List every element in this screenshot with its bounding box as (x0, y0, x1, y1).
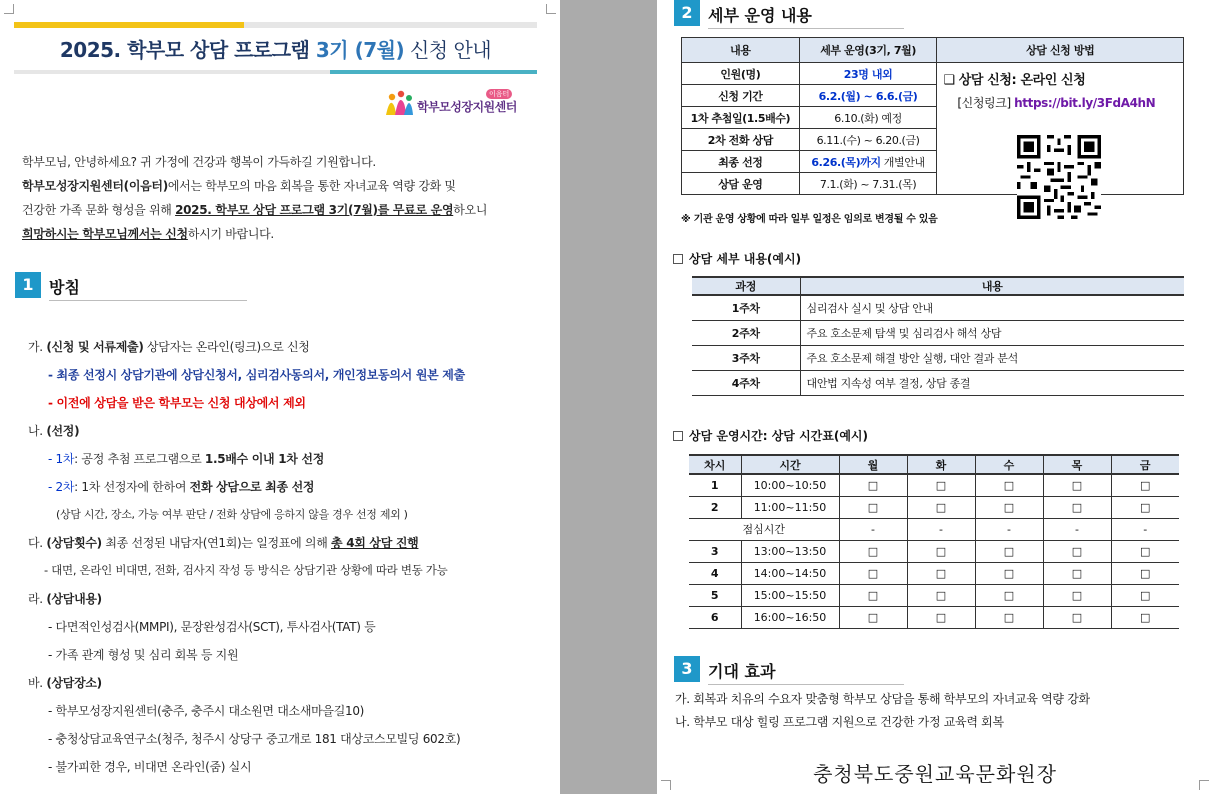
lunch-mark: - (1111, 518, 1179, 540)
row-value: 6.11.(수) ~ 6.20.(금) (799, 129, 937, 151)
logo-text: 학부모성장지원센터 (417, 100, 517, 114)
column-header: 금 (1111, 455, 1179, 474)
title-bar-accent (14, 22, 244, 28)
apply-title: ❑ 상담 신청: 온라인 신청 (943, 73, 1086, 88)
day-checkbox[interactable]: □ (1111, 606, 1179, 628)
schedule-note: ※ 기관 운영 상황에 따라 일부 일정은 임의로 변경될 수 있음 (681, 214, 938, 225)
outline-subitem: - 최종 선정시 상담기관에 상담신청서, 심리검사동의서, 개인정보동의서 원본 제출 (48, 368, 465, 382)
signature: 충청북도중원교육문화원장 (813, 762, 1057, 786)
column-header: 화 (907, 455, 975, 474)
center-logo (383, 89, 533, 119)
section-underline (49, 300, 247, 301)
session-number: 3 (689, 540, 741, 562)
day-checkbox[interactable]: □ (907, 540, 975, 562)
lunch-row (689, 518, 1179, 540)
row-value: 7.1.(화) ~ 7.31.(목) (799, 173, 937, 195)
week-content: 주요 호소문제 해결 방안 실행, 대안 결과 분석 (800, 345, 1184, 370)
session-time: 14:00~14:50 (741, 562, 839, 584)
intro-text: 하시기 바랍니다. (187, 227, 274, 241)
lunch-mark: - (907, 518, 975, 540)
section-heading-policy (15, 272, 255, 302)
day-checkbox[interactable]: □ (839, 496, 907, 518)
apply-link-line (957, 94, 1177, 111)
day-checkbox[interactable]: □ (1043, 606, 1111, 628)
outline-item-na (28, 422, 79, 439)
day-checkbox[interactable]: □ (907, 584, 975, 606)
item-emphasis: 전화 상담으로 최종 선정 (189, 480, 315, 494)
subheading-text: 상담 운영시간: 상담 시간표(예시) (689, 429, 868, 443)
session-number: 5 (689, 584, 741, 606)
item-label: - 2차 (48, 480, 75, 494)
operations-table (681, 37, 1184, 195)
session-time: 15:00~15:50 (741, 584, 839, 606)
item-title: (선정) (46, 424, 80, 438)
row-value-text: 개별안내 (880, 155, 925, 169)
day-checkbox[interactable]: □ (1043, 584, 1111, 606)
table-row (689, 496, 1179, 518)
lunch-mark: - (1043, 518, 1111, 540)
item-emphasis: 총 4회 상담 진행 (331, 536, 419, 550)
section-underline (708, 684, 904, 685)
intro-line (22, 222, 534, 246)
table-header-row (682, 38, 1184, 63)
lunch-mark: - (839, 518, 907, 540)
day-checkbox[interactable]: □ (839, 584, 907, 606)
outline-item-ba (28, 674, 102, 691)
column-header: 월 (839, 455, 907, 474)
checkbox-square-icon (673, 254, 683, 264)
item-title: (신청 및 서류제출) (46, 340, 144, 354)
item-prefix: 다. (28, 536, 47, 550)
outline-subitem: - 충청상담교육연구소(청주, 청주시 상당구 중고개로 181 대상코스모빌딩 602호) (48, 732, 461, 746)
session-time: 10:00~10:50 (741, 474, 839, 496)
outline-item-ra (28, 590, 102, 607)
row-label: 신청 기간 (682, 85, 800, 107)
day-checkbox[interactable]: □ (907, 496, 975, 518)
column-header: 세부 운영(3기, 7월) (799, 38, 937, 63)
column-header: 내용 (800, 277, 1184, 295)
section-label: 기대 효과 (708, 662, 776, 681)
item-title: (상담횟수) (46, 536, 102, 550)
session-time: 13:00~13:50 (741, 540, 839, 562)
column-header: 내용 (682, 38, 800, 63)
outline-subitem (48, 478, 314, 495)
week-content: 대안법 지속성 여부 결정, 상담 종결 (800, 370, 1184, 395)
intro-text: 하오니 (453, 203, 488, 217)
expected-effects (675, 688, 1090, 734)
outline-subitem: - 대면, 온라인 비대면, 전화, 검사지 작성 등 방식은 상담기관 상황에 따라 변동 가능 (44, 563, 448, 577)
row-value: 23명 내외 (799, 63, 937, 85)
logo-people-icon (383, 89, 415, 119)
subheading-text: 상담 세부 내용(예시) (689, 252, 802, 266)
day-checkbox[interactable]: □ (1043, 496, 1111, 518)
table-row (689, 562, 1179, 584)
week-label: 1주차 (692, 295, 800, 320)
table-row (692, 370, 1184, 395)
crop-mark (546, 4, 556, 14)
section-heading-details (674, 0, 914, 30)
checkbox-square-icon (673, 431, 683, 441)
session-time: 11:00~11:50 (741, 496, 839, 518)
day-checkbox[interactable]: □ (839, 562, 907, 584)
column-header: 과정 (692, 277, 800, 295)
day-checkbox[interactable]: □ (1111, 584, 1179, 606)
outline-subitem: (상담 시간, 장소, 가능 여부 판단 / 전화 상담에 응하지 않을 경우 선정 제외 ) (56, 508, 408, 521)
row-label: 2차 전화 상담 (682, 129, 800, 151)
week-content: 주요 호소문제 탐색 및 심리검사 해석 상담 (800, 320, 1184, 345)
item-prefix: 라. (28, 592, 47, 606)
day-checkbox[interactable]: □ (839, 474, 907, 496)
lunch-mark: - (975, 518, 1043, 540)
intro-line (22, 198, 534, 222)
intro-line (22, 174, 534, 198)
page-gutter (560, 0, 657, 794)
day-checkbox[interactable]: □ (839, 606, 907, 628)
outline-subitem: - 불가피한 경우, 비대면 온라인(줌) 실시 (48, 760, 252, 774)
row-value: 6.10.(화) 예정 (799, 107, 937, 129)
apply-method-cell (937, 63, 1184, 195)
document-page-left (0, 0, 560, 794)
intro-highlight: 2025. 학부모 상담 프로그램 3기(7월)를 무료로 운영 (175, 203, 454, 217)
column-header: 수 (975, 455, 1043, 474)
apply-link-label: [신청링크] (957, 96, 1015, 110)
column-header: 시간 (741, 455, 839, 474)
day-checkbox[interactable]: □ (975, 584, 1043, 606)
item-emphasis: 1.5배수 이내 1차 선정 (204, 452, 324, 466)
schedule-subheading (673, 427, 868, 444)
item-text: : 1차 선정자에 한하여 (74, 480, 190, 494)
title-text: 2025. 학부모 상담 프로그램 (59, 38, 316, 62)
title-accent: 3기 (7월) (315, 38, 405, 62)
section-heading-effects (674, 656, 914, 686)
table-header-row (689, 455, 1179, 474)
content-subheading (673, 250, 801, 267)
table-row (689, 540, 1179, 562)
table-row (692, 320, 1184, 345)
day-checkbox[interactable]: □ (975, 540, 1043, 562)
row-value-highlight: 6.26.(목)까지 (811, 155, 881, 169)
section-number: 1 (15, 272, 41, 298)
week-label: 2주차 (692, 320, 800, 345)
item-title: (상담장소) (46, 676, 102, 690)
day-checkbox[interactable]: □ (975, 474, 1043, 496)
item-prefix: 나. (28, 424, 47, 438)
day-checkbox[interactable]: □ (975, 606, 1043, 628)
day-checkbox[interactable]: □ (907, 606, 975, 628)
counseling-content-table (692, 276, 1184, 396)
day-checkbox[interactable]: □ (1111, 474, 1179, 496)
column-header: 차시 (689, 455, 741, 474)
session-time: 16:00~16:50 (741, 606, 839, 628)
session-number: 2 (689, 496, 741, 518)
day-checkbox[interactable]: □ (907, 474, 975, 496)
section-number: 2 (674, 0, 700, 26)
session-number: 1 (689, 474, 741, 496)
qr-code-icon[interactable] (1017, 135, 1101, 219)
day-checkbox[interactable]: □ (1111, 496, 1179, 518)
row-label: 1차 추첨일(1.5배수) (682, 107, 800, 129)
outline-subitem: - 학부모성장지원센터(충주, 충주시 대소원면 대소새마을길10) (48, 704, 365, 718)
effect-item: 나. 학부모 대상 힐링 프로그램 지원으로 건강한 가정 교육력 회복 (675, 715, 1004, 729)
title-suffix: 신청 안내 (404, 38, 492, 62)
table-row (689, 606, 1179, 628)
row-value (799, 151, 937, 173)
crop-mark (4, 4, 14, 14)
item-prefix: 가. (28, 340, 47, 354)
intro-paragraph (22, 150, 534, 246)
logo-badge: 이음터 (486, 89, 512, 99)
day-checkbox[interactable]: □ (1111, 562, 1179, 584)
intro-center-name: 학부모성장지원센터(이음터) (22, 179, 168, 193)
effect-item: 가. 회복과 치유의 수요자 맞춤형 학부모 상담을 통해 학부모의 자녀교육 역량 강화 (675, 692, 1090, 706)
week-content: 심리검사 실시 및 상담 안내 (800, 295, 1184, 320)
outline-item-ga (28, 338, 310, 355)
day-checkbox[interactable]: □ (1111, 540, 1179, 562)
section-number: 3 (674, 656, 700, 682)
column-header: 상담 신청 방법 (937, 38, 1184, 63)
day-checkbox[interactable]: □ (1043, 562, 1111, 584)
item-text: 상담자는 온라인(링크)으로 신청 (143, 340, 310, 354)
day-checkbox[interactable]: □ (975, 562, 1043, 584)
day-checkbox[interactable]: □ (975, 496, 1043, 518)
document-page-right (657, 0, 1213, 794)
day-checkbox[interactable]: □ (1043, 540, 1111, 562)
table-row (689, 474, 1179, 496)
table-row (692, 295, 1184, 320)
page-title (14, 34, 537, 63)
section-underline (708, 28, 904, 29)
intro-highlight: 희망하시는 학부모님께서는 신청 (22, 227, 188, 241)
outline-item-da (28, 534, 418, 551)
intro-text: 건강한 가족 문화 형성을 위해 (22, 203, 176, 217)
outline-subitem: - 다면적인성검사(MMPI), 문장완성검사(SCT), 투사검사(TAT) 등 (48, 620, 376, 634)
row-label: 최종 선정 (682, 151, 800, 173)
day-checkbox[interactable]: □ (1043, 474, 1111, 496)
day-checkbox[interactable]: □ (907, 562, 975, 584)
table-row (689, 584, 1179, 606)
row-label: 인원(명) (682, 63, 800, 85)
column-header: 목 (1043, 455, 1111, 474)
title-underline-accent (330, 70, 537, 74)
item-title: (상담내용) (46, 592, 102, 606)
lunch-label: 점심시간 (689, 518, 839, 540)
item-label: - 1차 (48, 452, 75, 466)
table-row (692, 345, 1184, 370)
day-checkbox[interactable]: □ (839, 540, 907, 562)
session-number: 4 (689, 562, 741, 584)
item-prefix: 바. (28, 676, 47, 690)
row-value: 6.2.(월) ~ 6.6.(금) (799, 85, 937, 107)
table-row (682, 63, 1184, 85)
item-text: 최종 선정된 내담자(연1회)는 일정표에 의해 (101, 536, 332, 550)
schedule-table (689, 454, 1179, 629)
apply-link[interactable]: https://bit.ly/3FdA4hN (1014, 96, 1156, 110)
section-label: 방침 (49, 278, 80, 297)
item-text: : 공정 추첨 프로그램으로 (74, 452, 205, 466)
week-label: 4주차 (692, 370, 800, 395)
outline-subitem (48, 450, 324, 467)
outline-subitem: - 가족 관계 형성 및 심리 회복 등 지원 (48, 648, 239, 662)
section-label: 세부 운영 내용 (708, 6, 812, 25)
table-header-row (692, 277, 1184, 295)
outline-subitem: - 이전에 상담을 받은 학부모는 신청 대상에서 제외 (48, 396, 306, 410)
intro-line (22, 150, 534, 174)
row-label: 상담 운영 (682, 173, 800, 195)
session-number: 6 (689, 606, 741, 628)
intro-greeting: 학부모님, 안녕하세요? 귀 가정에 건강과 행복이 가득하길 기원합니다. (22, 155, 376, 169)
intro-text: 에서는 학부모의 마음 회복을 통한 자녀교육 역량 강화 및 (167, 179, 456, 193)
week-label: 3주차 (692, 345, 800, 370)
